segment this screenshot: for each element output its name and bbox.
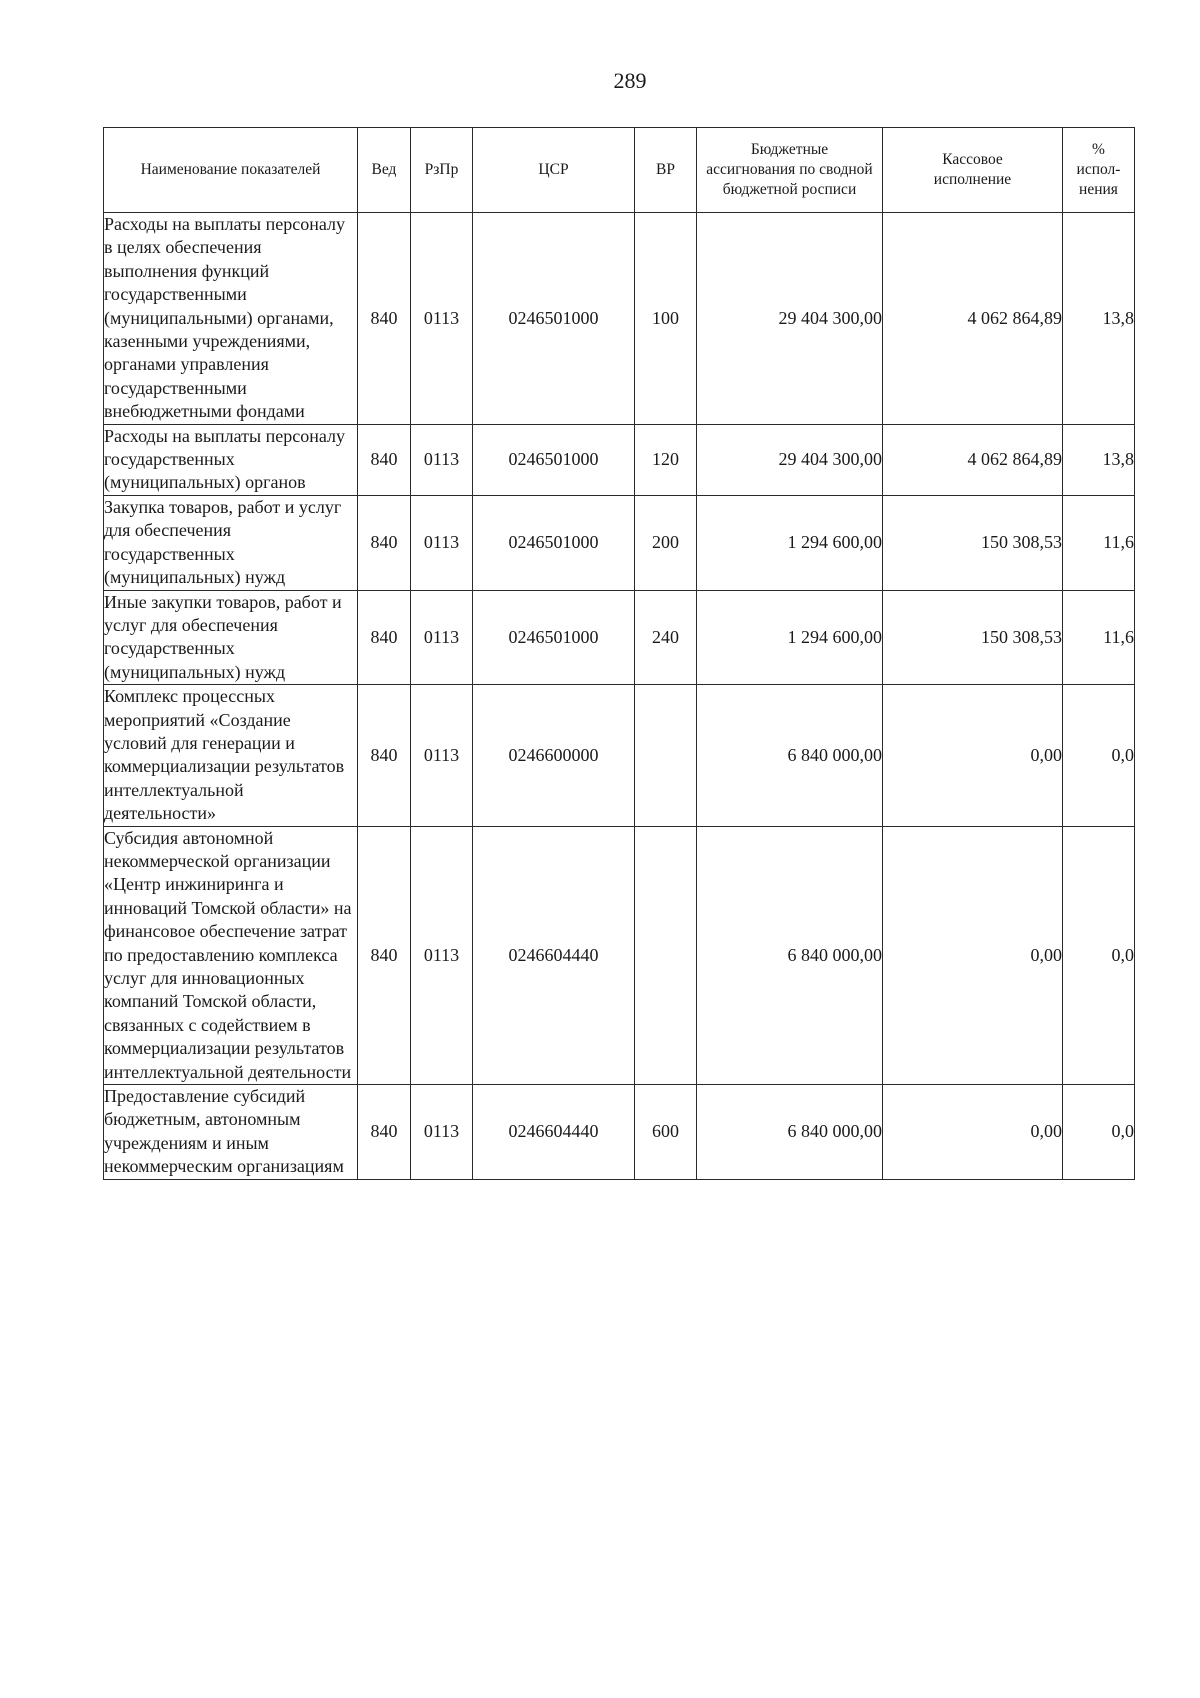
row-assigned: 6 840 000,00 (697, 1085, 883, 1180)
row-ved: 840 (358, 495, 411, 590)
row-ved: 840 (358, 424, 411, 495)
row-vr: 240 (635, 590, 697, 685)
row-assigned: 6 840 000,00 (697, 826, 883, 1084)
row-percent: 0,0 (1063, 1085, 1135, 1180)
row-executed: 0,00 (883, 1085, 1063, 1180)
row-name: Комплекс процессных мероприятий «Создание условий для генерации и коммерциализации результатов интеллектуальной деятельности» (104, 685, 358, 826)
table-row (104, 213, 1135, 425)
row-csr: 0246604440 (473, 1085, 635, 1180)
row-name: Субсидия автономной некоммерческой организации «Центр инжиниринга и инноваций Томской области» на финансовое обеспечение затрат по предоставлению комплекса услуг для инновационных компаний Томской области, связанных с содействием в коммерциализации результатов интеллектуальной деятельности (104, 826, 358, 1084)
row-vr (635, 826, 697, 1084)
table-row (104, 495, 1135, 590)
row-name: Иные закупки товаров, работ и услуг для обеспечения государственных (муниципальных) нужд (104, 590, 358, 685)
row-name: Предоставление субсидий бюджетным, автономным учреждениям и иным некоммерческим организациям (104, 1085, 358, 1180)
row-percent: 13,8 (1063, 424, 1135, 495)
row-rzpr: 0113 (411, 424, 473, 495)
row-vr: 120 (635, 424, 697, 495)
header-vr: ВР (635, 128, 697, 213)
row-ved: 840 (358, 213, 411, 425)
header-executed: Кассовое исполнение (883, 128, 1063, 213)
row-percent: 11,6 (1063, 495, 1135, 590)
row-executed: 150 308,53 (883, 590, 1063, 685)
table-row (104, 685, 1135, 826)
row-percent: 0,0 (1063, 685, 1135, 826)
row-percent: 0,0 (1063, 826, 1135, 1084)
row-executed: 0,00 (883, 826, 1063, 1084)
row-executed: 4 062 864,89 (883, 424, 1063, 495)
row-rzpr: 0113 (411, 685, 473, 826)
row-vr: 600 (635, 1085, 697, 1180)
header-rzpr: РзПр (411, 128, 473, 213)
row-name: Расходы на выплаты персоналу в целях обеспечения выполнения функций государственными (муниципальными) органами, казенными учреждениями, органами управления государственными внебюджетными фондами (104, 213, 358, 425)
row-ved: 840 (358, 685, 411, 826)
row-vr (635, 685, 697, 826)
row-name: Закупка товаров, работ и услуг для обеспечения государственных (муниципальных) нужд (104, 495, 358, 590)
table-row (104, 1085, 1135, 1180)
row-executed: 150 308,53 (883, 495, 1063, 590)
header-ved: Вед (358, 128, 411, 213)
row-csr: 0246501000 (473, 495, 635, 590)
row-rzpr: 0113 (411, 1085, 473, 1180)
row-percent: 13,8 (1063, 213, 1135, 425)
row-csr: 0246604440 (473, 826, 635, 1084)
table-header-row (104, 128, 1135, 213)
table-row (104, 424, 1135, 495)
row-csr: 0246501000 (473, 424, 635, 495)
row-csr: 0246501000 (473, 590, 635, 685)
row-assigned: 29 404 300,00 (697, 424, 883, 495)
row-assigned: 6 840 000,00 (697, 685, 883, 826)
page-number: 289 (613, 68, 647, 93)
header-assigned: Бюджетные ассигнования по сводной бюджетной росписи (697, 128, 883, 213)
row-ved: 840 (358, 826, 411, 1084)
row-vr: 100 (635, 213, 697, 425)
table-row (104, 590, 1135, 685)
row-assigned: 29 404 300,00 (697, 213, 883, 425)
row-assigned: 1 294 600,00 (697, 590, 883, 685)
table-row (104, 826, 1135, 1084)
header-percent: % испол-нения (1063, 128, 1135, 213)
row-rzpr: 0113 (411, 213, 473, 425)
row-csr: 0246600000 (473, 685, 635, 826)
row-rzpr: 0113 (411, 590, 473, 685)
header-csr: ЦСР (473, 128, 635, 213)
row-percent: 11,6 (1063, 590, 1135, 685)
row-executed: 0,00 (883, 685, 1063, 826)
row-ved: 840 (358, 1085, 411, 1180)
row-executed: 4 062 864,89 (883, 213, 1063, 425)
row-rzpr: 0113 (411, 495, 473, 590)
row-ved: 840 (358, 590, 411, 685)
row-name: Расходы на выплаты персоналу государственных (муниципальных) органов (104, 424, 358, 495)
row-assigned: 1 294 600,00 (697, 495, 883, 590)
budget-table (103, 127, 1135, 1180)
row-csr: 0246501000 (473, 213, 635, 425)
header-name: Наименование показателей (104, 128, 358, 213)
row-vr: 200 (635, 495, 697, 590)
row-rzpr: 0113 (411, 826, 473, 1084)
